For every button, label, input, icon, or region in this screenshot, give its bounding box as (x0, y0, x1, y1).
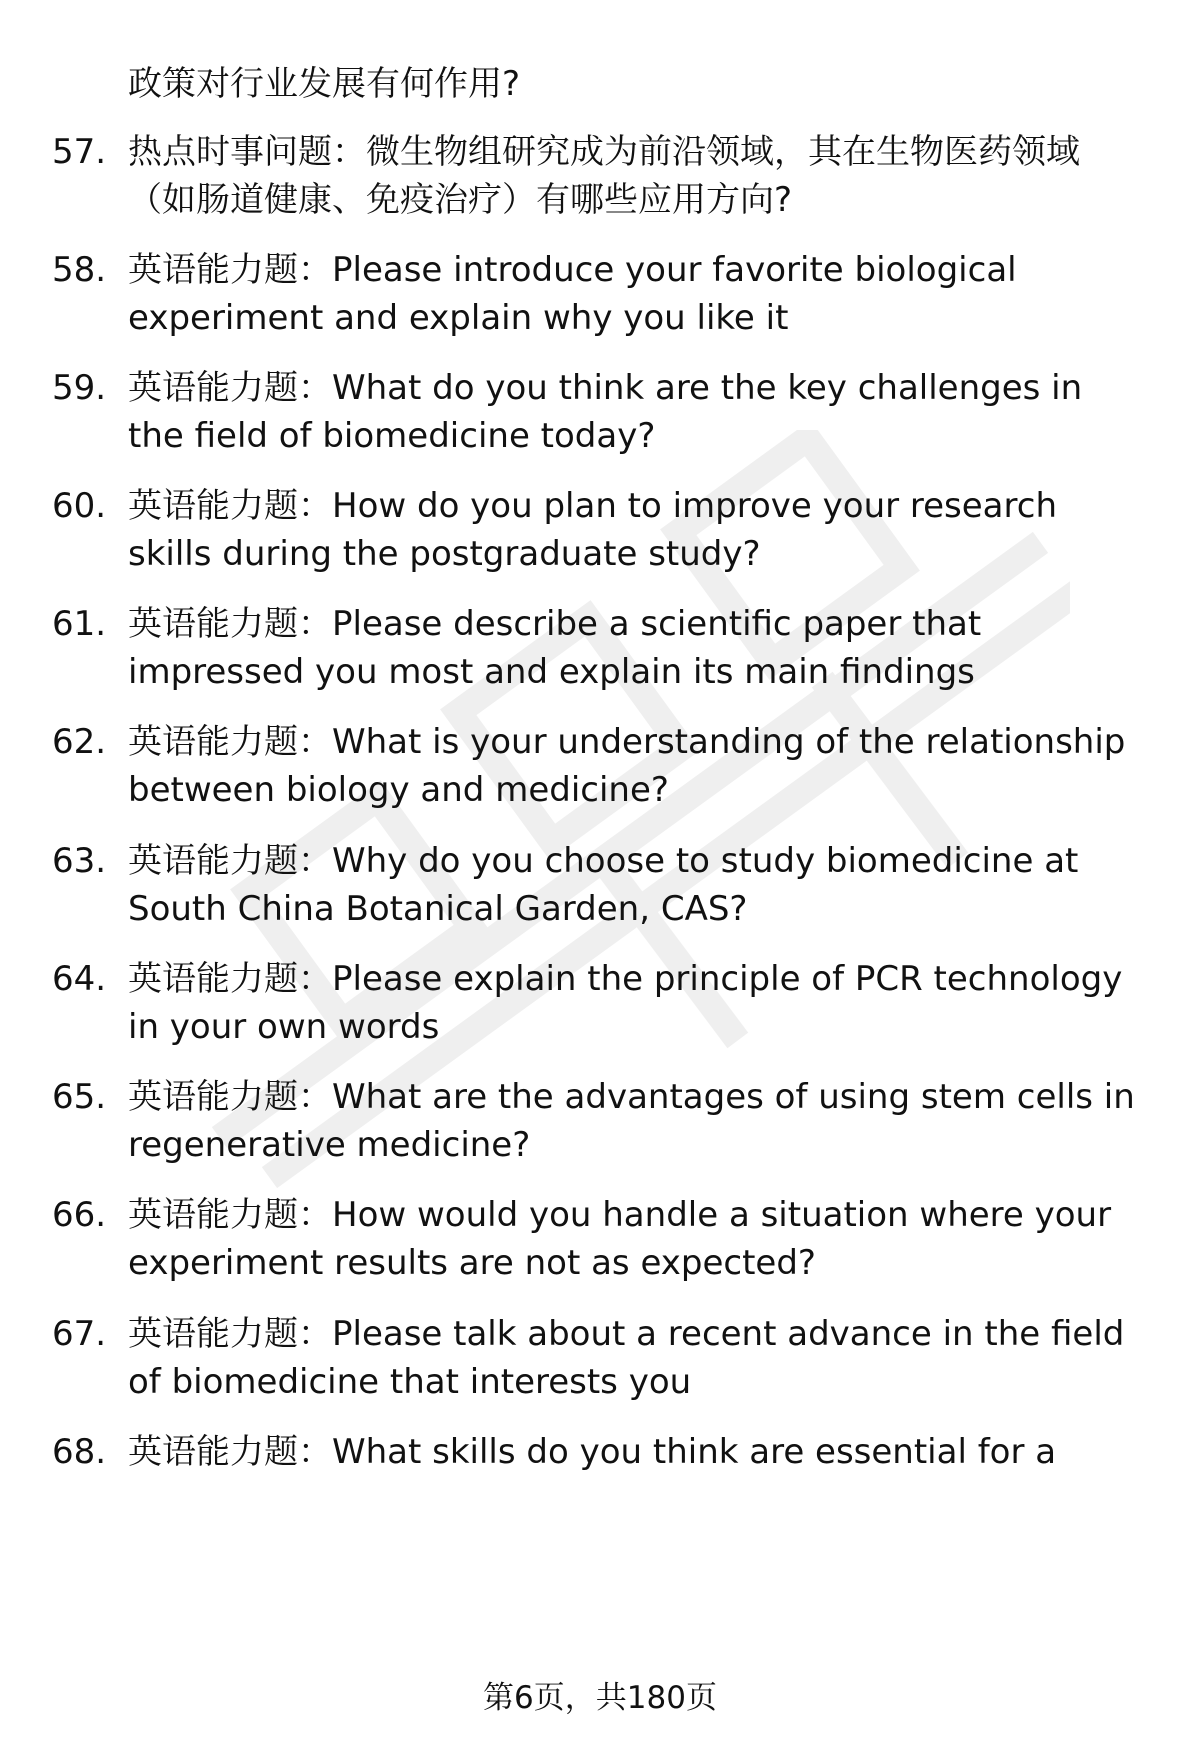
question-line: 英语能力题：What are the advantages of using stem cells in (128, 1077, 1135, 1117)
question-text (128, 837, 1158, 933)
question-line: 英语能力题：What is your understanding of the relationship (128, 722, 1126, 762)
question-number: 58. (52, 250, 107, 290)
question-line: skills during the postgraduate study? (128, 534, 761, 574)
question-item-66 (0, 1191, 1200, 1291)
question-line: 英语能力题：Please introduce your favorite biological (128, 250, 1017, 290)
question-line: experiment results are not as expected? (128, 1243, 816, 1283)
question-line: in your own words (128, 1007, 440, 1047)
question-text (128, 1073, 1158, 1169)
question-text (128, 1428, 1158, 1476)
question-line: of biomedicine that interests you (128, 1362, 692, 1402)
question-item-62 (0, 718, 1200, 818)
question-number: 63. (52, 841, 107, 881)
question-line: the field of biomedicine today? (128, 416, 656, 456)
question-line: impressed you most and explain its main findings (128, 652, 975, 692)
question-number: 60. (52, 486, 107, 526)
question-line: 英语能力题：Why do you choose to study biomedicine at (128, 841, 1079, 881)
question-line: 英语能力题：Please talk about a recent advance in the field (128, 1314, 1125, 1354)
question-line: 英语能力题：How do you plan to improve your research (128, 486, 1057, 526)
question-item-64 (0, 955, 1200, 1055)
question-text (128, 955, 1158, 1051)
question-line: 英语能力题：How would you handle a situation where your (128, 1195, 1112, 1235)
question-line: South China Botanical Garden, CAS? (128, 889, 748, 929)
question-line: 英语能力题：What do you think are the key challenges in (128, 368, 1083, 408)
question-line: regenerative medicine? (128, 1125, 531, 1165)
question-text (128, 1310, 1158, 1406)
question-line: 英语能力题：Please explain the principle of PCR technology (128, 959, 1123, 999)
question-number: 57. (52, 132, 107, 172)
continued-question-text: 政策对行业发展有何作用? (128, 64, 521, 104)
question-number: 64. (52, 959, 107, 999)
question-line: 英语能力题：What skills do you think are essential for a (128, 1432, 1057, 1472)
question-number: 67. (52, 1314, 107, 1354)
question-item-63 (0, 837, 1200, 937)
question-item-58 (0, 246, 1200, 346)
question-item-59 (0, 364, 1200, 464)
question-item-61 (0, 600, 1200, 700)
question-number: 65. (52, 1077, 107, 1117)
question-text (128, 128, 1158, 224)
question-number: 68. (52, 1432, 107, 1472)
question-item-68 (0, 1428, 1200, 1528)
question-text (128, 364, 1158, 460)
question-line: between biology and medicine? (128, 770, 669, 810)
question-number: 61. (52, 604, 107, 644)
question-number: 66. (52, 1195, 107, 1235)
question-text (128, 246, 1158, 342)
page-footer: 第6页，共180页 (483, 1680, 717, 1716)
question-item-60 (0, 482, 1200, 582)
question-text (128, 600, 1158, 696)
question-number: 59. (52, 368, 107, 408)
question-text (128, 1191, 1158, 1287)
question-line: 英语能力题：Please describe a scientific paper that (128, 604, 982, 644)
question-item-65 (0, 1073, 1200, 1173)
question-line: 热点时事问题：微生物组研究成为前沿领域，其在生物医药领域 (128, 132, 1080, 172)
question-text (128, 482, 1158, 578)
question-number: 62. (52, 722, 107, 762)
question-item-57 (0, 128, 1200, 228)
question-line: experiment and explain why you like it (128, 298, 789, 338)
question-line: （如肠道健康、免疫治疗）有哪些应用方向? (128, 180, 793, 220)
question-text (128, 718, 1158, 814)
question-item-67 (0, 1310, 1200, 1410)
